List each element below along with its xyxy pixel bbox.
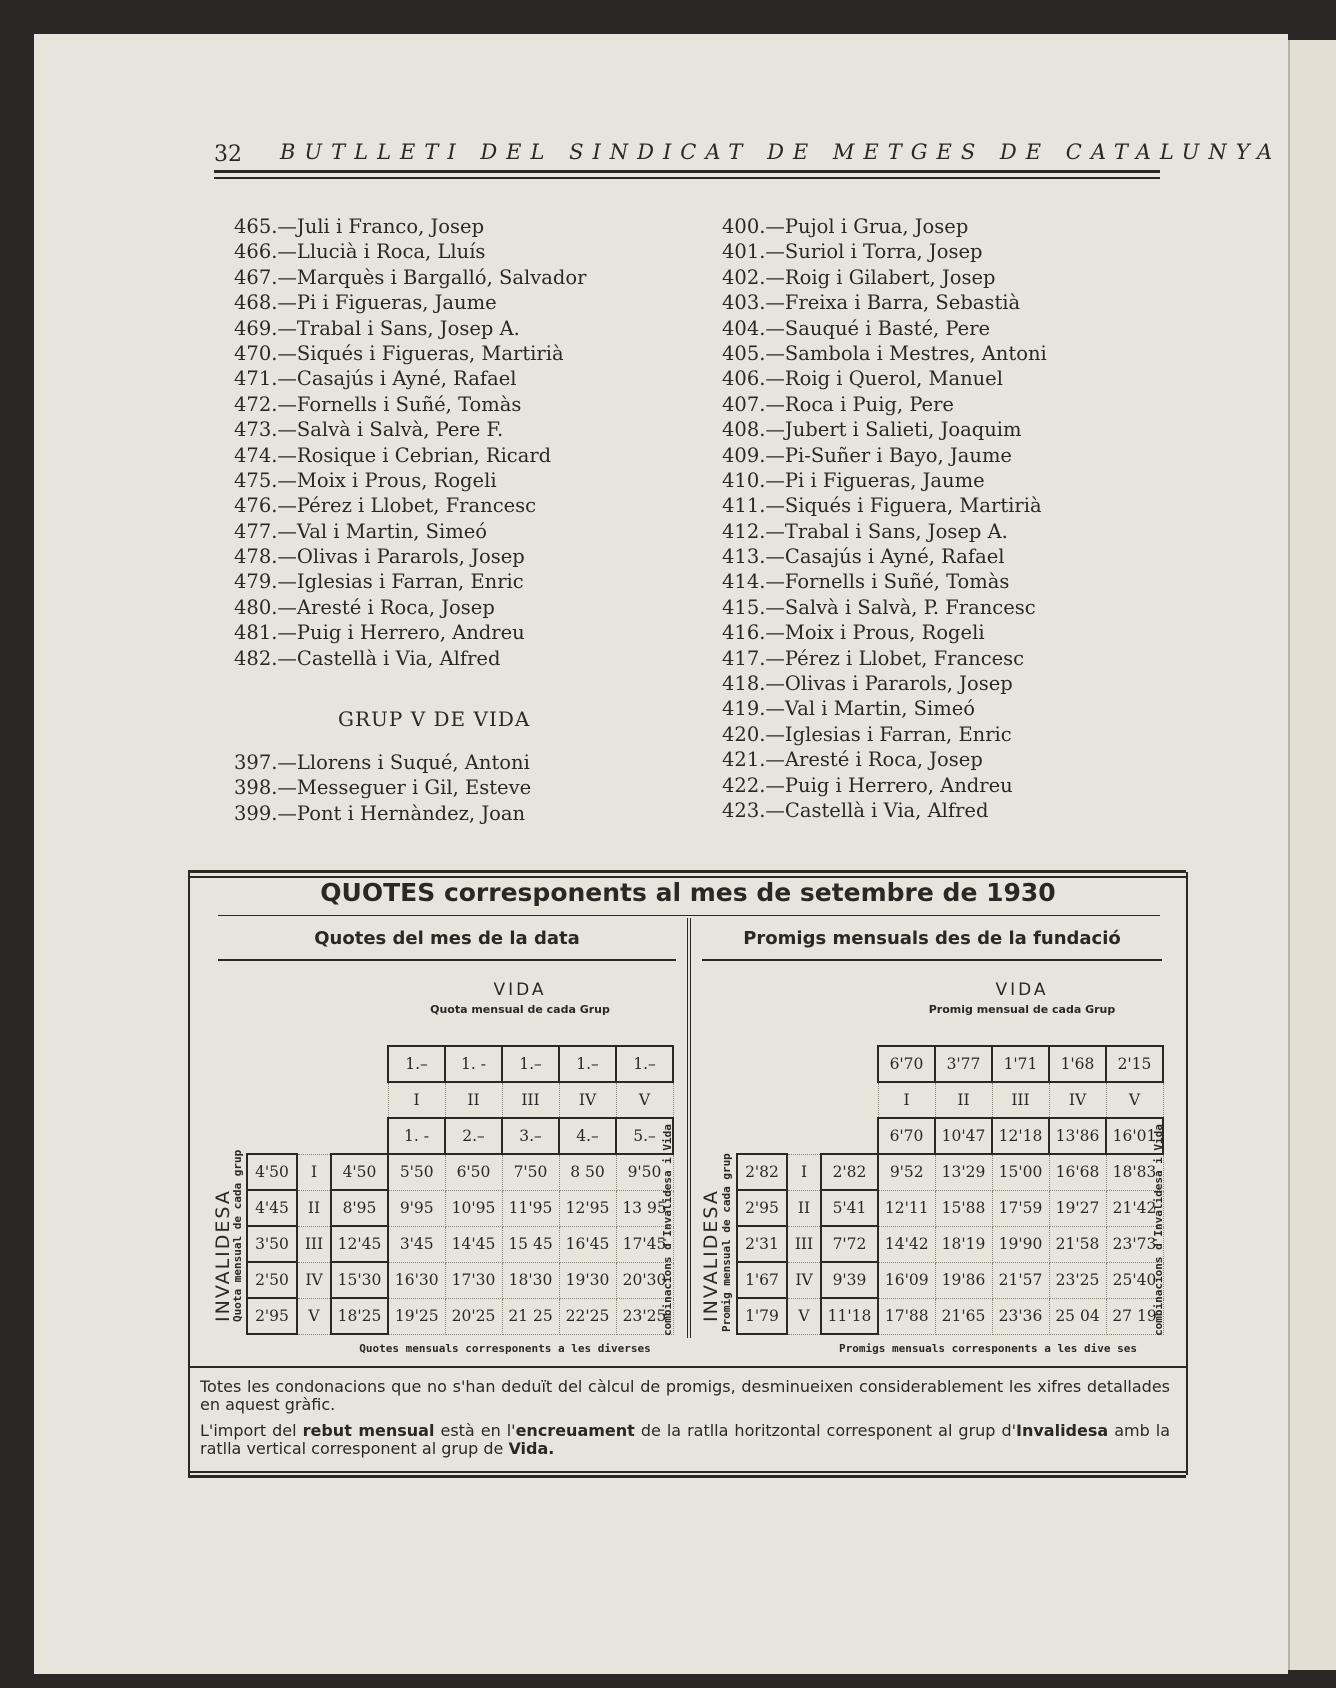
member-list-left-2 xyxy=(234,750,531,826)
list-item: 473.—Salvà i Salvà, Pere F. xyxy=(234,418,504,442)
list-item: 423.—Castellà i Via, Alfred xyxy=(722,798,989,822)
invalidesa-cumulative: 15'30 xyxy=(331,1262,388,1298)
list-item: 402.—Roig i Gilabert, Josep xyxy=(722,265,996,289)
vida-cumulative-value: 4.– xyxy=(559,1118,616,1154)
invalidesa-cumulative: 5'41 xyxy=(821,1190,878,1226)
invalidesa-quota: 2'50 xyxy=(247,1262,297,1298)
vida-sublabel: Quota mensual de cada Grup xyxy=(430,1003,610,1016)
combination-value: 16'68 xyxy=(1049,1154,1106,1190)
list-item: 408.—Jubert i Salieti, Joaquim xyxy=(722,418,1022,442)
table-row xyxy=(737,1226,1163,1262)
right-invalidesa-label: INVALIDESA xyxy=(700,1189,722,1322)
list-item: 420.—Iglesias i Farran, Enric xyxy=(722,722,1012,746)
blank-cell xyxy=(787,1118,821,1154)
vida-cumulative-value: 16'01 xyxy=(1106,1118,1163,1154)
list-item: 476.—Pérez i Llobet, Francesc xyxy=(234,494,537,518)
vida-group-label: V xyxy=(1106,1082,1163,1118)
center-divider-2 xyxy=(690,918,691,1338)
invalidesa-group: V xyxy=(297,1298,331,1334)
vida-group-value: 1.– xyxy=(502,1046,559,1082)
list-item: 416.—Moix i Prous, Rogeli xyxy=(722,621,985,645)
vida-group-value: 1.– xyxy=(388,1046,445,1082)
box-bottom-rule-2 xyxy=(188,1475,1186,1478)
member-list-right xyxy=(722,214,1047,823)
blank-cell xyxy=(331,1118,388,1154)
list-item: 414.—Fornells i Suñé, Tomàs xyxy=(722,570,1010,594)
list-item: 399.—Pont i Hernàndez, Joan xyxy=(234,801,526,825)
combination-value: 15'88 xyxy=(935,1190,992,1226)
table-row xyxy=(247,1262,673,1298)
vida-group-label: V xyxy=(616,1082,673,1118)
combination-value: 8 50 xyxy=(559,1154,616,1190)
left-bottom-label: Quotes mensuals corresponents a les diverses xyxy=(359,1342,651,1355)
blank-cell xyxy=(737,1118,787,1154)
combination-value: 17'45 xyxy=(616,1226,673,1262)
vida-group-label: I xyxy=(878,1082,935,1118)
invalidesa-cumulative: 9'39 xyxy=(821,1262,878,1298)
vida-group-value: 1.– xyxy=(616,1046,673,1082)
combination-value: 6'50 xyxy=(445,1154,502,1190)
vida-group-value: 2'15 xyxy=(1106,1046,1163,1082)
list-item: 407.—Roca i Puig, Pere xyxy=(722,392,954,416)
right-combinations-label: combinacions d'Invalidesa i Vida xyxy=(1152,1124,1165,1336)
vida-cumulative-value: 13'86 xyxy=(1049,1118,1106,1154)
combination-value: 17'59 xyxy=(992,1190,1049,1226)
list-item: 412.—Trabal i Sans, Josep A. xyxy=(722,519,1008,543)
list-item: 411.—Siqués i Figuera, Martirià xyxy=(722,494,1042,518)
list-item: 477.—Val i Martin, Simeó xyxy=(234,519,488,543)
vida-label: VIDA xyxy=(995,980,1049,1000)
combination-value: 20'30 xyxy=(616,1262,673,1298)
left-subtitle: Quotes del mes de la data xyxy=(314,928,580,949)
list-item: 478.—Olivas i Pararols, Josep xyxy=(234,545,525,569)
vida-group-value: 1. - xyxy=(445,1046,502,1082)
vida-group-label: IV xyxy=(559,1082,616,1118)
list-item: 413.—Casajús i Ayné, Rafael xyxy=(722,545,1005,569)
left-vida-heading xyxy=(360,980,680,1016)
combination-value: 18'83 xyxy=(1106,1154,1163,1190)
combination-value: 21'65 xyxy=(935,1298,992,1334)
notes-rule xyxy=(188,1366,1186,1368)
list-item: 404.—Sauqué i Basté, Pere xyxy=(722,316,991,340)
combination-value: 9'95 xyxy=(388,1190,445,1226)
combination-value: 25'40 xyxy=(1106,1262,1163,1298)
right-vida-heading xyxy=(872,980,1172,1016)
combination-value: 12'11 xyxy=(878,1190,935,1226)
combination-value: 16'09 xyxy=(878,1262,935,1298)
list-item: 475.—Moix i Prous, Rogeli xyxy=(234,468,497,492)
list-item: 480.—Aresté i Roca, Josep xyxy=(234,595,495,619)
invalidesa-cumulative: 8'95 xyxy=(331,1190,388,1226)
combination-value: 3'45 xyxy=(388,1226,445,1262)
invalidesa-cumulative: 11'18 xyxy=(821,1298,878,1334)
combination-value: 15 45 xyxy=(502,1226,559,1262)
journal-title: BUTLLETI DEL SINDICAT DE METGES DE CATALUNYA xyxy=(280,140,1282,164)
vida-group-value: 1'71 xyxy=(992,1046,1049,1082)
combination-value: 7'50 xyxy=(502,1154,559,1190)
note-condonacions: Totes les condonacions que no s'han deduït del càlcul de promigs, desminueixen considerablement les xifres detallades en aquest gràfic. xyxy=(200,1377,1170,1414)
list-item: 406.—Roig i Querol, Manuel xyxy=(722,367,1003,391)
list-item: 465.—Juli i Franco, Josep xyxy=(234,215,485,238)
blank-cell xyxy=(737,1082,787,1118)
table-row xyxy=(247,1226,673,1262)
blank-cell xyxy=(247,1082,297,1118)
right-subtitle-rule xyxy=(702,959,1162,961)
invalidesa-group: II xyxy=(297,1190,331,1226)
header-rule-bottom xyxy=(214,177,1160,179)
list-item: 418.—Olivas i Pararols, Josep xyxy=(722,672,1013,696)
quotes-title: QUOTES corresponents al mes de setembre de 1930 xyxy=(320,878,1056,907)
combination-value: 18'19 xyxy=(935,1226,992,1262)
vida-group-value: 1.– xyxy=(559,1046,616,1082)
blank-cell xyxy=(247,1046,297,1082)
combination-value: 19'86 xyxy=(935,1262,992,1298)
header-rule-top xyxy=(214,170,1160,173)
list-item: 472.—Fornells i Suñé, Tomàs xyxy=(234,392,522,416)
combination-value: 15'00 xyxy=(992,1154,1049,1190)
combination-value: 18'30 xyxy=(502,1262,559,1298)
combination-value: 12'95 xyxy=(559,1190,616,1226)
invalidesa-cumulative: 7'72 xyxy=(821,1226,878,1262)
combination-value: 16'45 xyxy=(559,1226,616,1262)
list-item: 474.—Rosique i Cebrian, Ricard xyxy=(234,443,552,467)
vida-cumulative-value: 5.– xyxy=(616,1118,673,1154)
invalidesa-group: III xyxy=(787,1226,821,1262)
invalidesa-group: I xyxy=(787,1154,821,1190)
combination-value: 20'25 xyxy=(445,1298,502,1334)
vida-group-label: I xyxy=(388,1082,445,1118)
blank-cell xyxy=(331,1046,388,1082)
invalidesa-quota: 2'82 xyxy=(737,1154,787,1190)
vida-group-value: 3'77 xyxy=(935,1046,992,1082)
list-item: 415.—Salvà i Salvà, P. Francesc xyxy=(722,595,1036,619)
left-subtitle-rule xyxy=(218,959,676,961)
combination-value: 11'95 xyxy=(502,1190,559,1226)
blank-cell xyxy=(297,1046,331,1082)
combination-value: 13'29 xyxy=(935,1154,992,1190)
combination-value: 21'42 xyxy=(1106,1190,1163,1226)
list-item: 410.—Pi i Figueras, Jaume xyxy=(722,468,985,492)
invalidesa-group: II xyxy=(787,1190,821,1226)
invalidesa-group: IV xyxy=(787,1262,821,1298)
invalidesa-group: V xyxy=(787,1298,821,1334)
vida-group-value: 6'70 xyxy=(878,1046,935,1082)
vida-cumulative-value: 2.– xyxy=(445,1118,502,1154)
left-invalidesa-label: INVALIDESA xyxy=(212,1189,234,1322)
invalidesa-group: I xyxy=(297,1154,331,1190)
left-table xyxy=(246,1045,674,1335)
combination-value: 21'58 xyxy=(1049,1226,1106,1262)
right-table xyxy=(736,1045,1164,1335)
table-row xyxy=(247,1190,673,1226)
list-item: 397.—Llorens i Suqué, Antoni xyxy=(234,751,530,774)
list-item: 482.—Castellà i Via, Alfred xyxy=(234,646,501,670)
list-item: 467.—Marquès i Bargalló, Salvador xyxy=(234,265,587,289)
facing-page-edge xyxy=(1288,40,1336,1670)
invalidesa-cumulative: 2'82 xyxy=(821,1154,878,1190)
right-invalidesa-sublabel: Promig mensual de cada grup xyxy=(720,1153,733,1332)
invalidesa-cumulative: 12'45 xyxy=(331,1226,388,1262)
combination-value: 14'42 xyxy=(878,1226,935,1262)
page-number: 32 xyxy=(214,142,242,167)
blank-cell xyxy=(297,1118,331,1154)
invalidesa-quota: 1'79 xyxy=(737,1298,787,1334)
list-item: 401.—Suriol i Torra, Josep xyxy=(722,240,983,264)
blank-cell xyxy=(821,1046,878,1082)
left-combinations-label: combinacions d'Invalidesa i Vida xyxy=(661,1124,674,1336)
combination-value: 23'73 xyxy=(1106,1226,1163,1262)
invalidesa-quota: 1'67 xyxy=(737,1262,787,1298)
combination-value: 10'95 xyxy=(445,1190,502,1226)
vida-group-label: III xyxy=(502,1082,559,1118)
combination-value: 5'50 xyxy=(388,1154,445,1190)
table-row xyxy=(247,1298,673,1334)
blank-cell xyxy=(787,1082,821,1118)
center-divider xyxy=(687,918,688,1338)
list-item: 421.—Aresté i Roca, Josep xyxy=(722,748,983,772)
vida-label: VIDA xyxy=(493,980,547,1000)
combination-value: 25 04 xyxy=(1049,1298,1106,1334)
table-row xyxy=(737,1190,1163,1226)
invalidesa-cumulative: 18'25 xyxy=(331,1298,388,1334)
vida-group-label: II xyxy=(445,1082,502,1118)
invalidesa-quota: 4'45 xyxy=(247,1190,297,1226)
blank-cell xyxy=(297,1082,331,1118)
combination-value: 23'25 xyxy=(1049,1262,1106,1298)
list-item: 479.—Iglesias i Farran, Enric xyxy=(234,570,524,594)
vida-cumulative-value: 10'47 xyxy=(935,1118,992,1154)
combination-value: 9'50 xyxy=(616,1154,673,1190)
table-row xyxy=(247,1154,673,1190)
combination-value: 23'25 xyxy=(616,1298,673,1334)
combination-value: 17'88 xyxy=(878,1298,935,1334)
invalidesa-quota: 2'95 xyxy=(737,1190,787,1226)
invalidesa-group: III xyxy=(297,1226,331,1262)
combination-value: 19'25 xyxy=(388,1298,445,1334)
blank-cell xyxy=(737,1046,787,1082)
vida-group-label: IV xyxy=(1049,1082,1106,1118)
group-heading: GRUP V DE VIDA xyxy=(338,707,531,731)
vida-cumulative-value: 12'18 xyxy=(992,1118,1049,1154)
invalidesa-quota: 2'95 xyxy=(247,1298,297,1334)
member-list-left xyxy=(234,214,586,671)
vida-group-value: 1'68 xyxy=(1049,1046,1106,1082)
combination-value: 19'90 xyxy=(992,1226,1049,1262)
combination-value: 17'30 xyxy=(445,1262,502,1298)
combination-value: 9'52 xyxy=(878,1154,935,1190)
title-underline xyxy=(218,915,1160,916)
list-item: 419.—Val i Martin, Simeó xyxy=(722,697,976,721)
invalidesa-cumulative: 4'50 xyxy=(331,1154,388,1190)
vida-group-label: III xyxy=(992,1082,1049,1118)
invalidesa-quota: 2'31 xyxy=(737,1226,787,1262)
list-item: 398.—Messeguer i Gil, Esteve xyxy=(234,776,532,800)
list-item: 466.—Llucià i Roca, Lluís xyxy=(234,240,486,264)
blank-cell xyxy=(821,1082,878,1118)
combination-value: 19'30 xyxy=(559,1262,616,1298)
right-subtitle: Promigs mensuals des de la fundació xyxy=(743,928,1121,949)
vida-sublabel: Promig mensual de cada Grup xyxy=(928,1003,1116,1016)
blank-cell xyxy=(787,1046,821,1082)
invalidesa-quota: 4'50 xyxy=(247,1154,297,1190)
list-item: 471.—Casajús i Ayné, Rafael xyxy=(234,367,517,391)
list-item: 405.—Sambola i Mestres, Antoni xyxy=(722,341,1047,365)
table-row xyxy=(737,1154,1163,1190)
list-item: 481.—Puig i Herrero, Andreu xyxy=(234,621,525,645)
vida-cumulative-value: 6'70 xyxy=(878,1118,935,1154)
invalidesa-group: IV xyxy=(297,1262,331,1298)
combination-value: 19'27 xyxy=(1049,1190,1106,1226)
blank-cell xyxy=(331,1082,388,1118)
left-invalidesa-sublabel: Quota mensual de cada grup xyxy=(231,1149,244,1322)
combination-value: 13 95 xyxy=(616,1190,673,1226)
combination-value: 22'25 xyxy=(559,1298,616,1334)
blank-cell xyxy=(247,1118,297,1154)
list-item: 422.—Puig i Herrero, Andreu xyxy=(722,773,1013,797)
list-item: 400.—Pujol i Grua, Josep xyxy=(722,215,969,238)
combination-value: 21'57 xyxy=(992,1262,1049,1298)
combination-value: 16'30 xyxy=(388,1262,445,1298)
list-item: 470.—Siqués i Figueras, Martirià xyxy=(234,341,564,365)
vida-cumulative-value: 1. - xyxy=(388,1118,445,1154)
combination-value: 23'36 xyxy=(992,1298,1049,1334)
invalidesa-quota: 3'50 xyxy=(247,1226,297,1262)
table-row xyxy=(737,1262,1163,1298)
vida-group-label: II xyxy=(935,1082,992,1118)
list-item: 409.—Pi-Suñer i Bayo, Jaume xyxy=(722,443,1012,467)
right-bottom-label: Promigs mensuals corresponents a les dive ses xyxy=(838,1342,1137,1355)
note-import: L'import del rebut mensual està en l'encreuament de la ratlla horitzontal corresponent al grup d'Invalidesa amb la ratlla vertical corresponent al grup de Vida. xyxy=(200,1421,1171,1458)
table-row xyxy=(737,1298,1163,1334)
combination-value: 21 25 xyxy=(502,1298,559,1334)
combination-value: 14'45 xyxy=(445,1226,502,1262)
list-item: 469.—Trabal i Sans, Josep A. xyxy=(234,316,520,340)
box-bottom-rule-1 xyxy=(188,1471,1186,1473)
list-item: 417.—Pérez i Llobet, Francesc xyxy=(722,646,1025,670)
notes xyxy=(200,1378,1170,1466)
running-header xyxy=(180,138,1282,168)
list-item: 403.—Freixa i Barra, Sebastià xyxy=(722,291,1021,315)
list-item: 468.—Pi i Figueras, Jaume xyxy=(234,291,497,315)
combination-value: 27 19 xyxy=(1106,1298,1163,1334)
vida-cumulative-value: 3.– xyxy=(502,1118,559,1154)
blank-cell xyxy=(821,1118,878,1154)
